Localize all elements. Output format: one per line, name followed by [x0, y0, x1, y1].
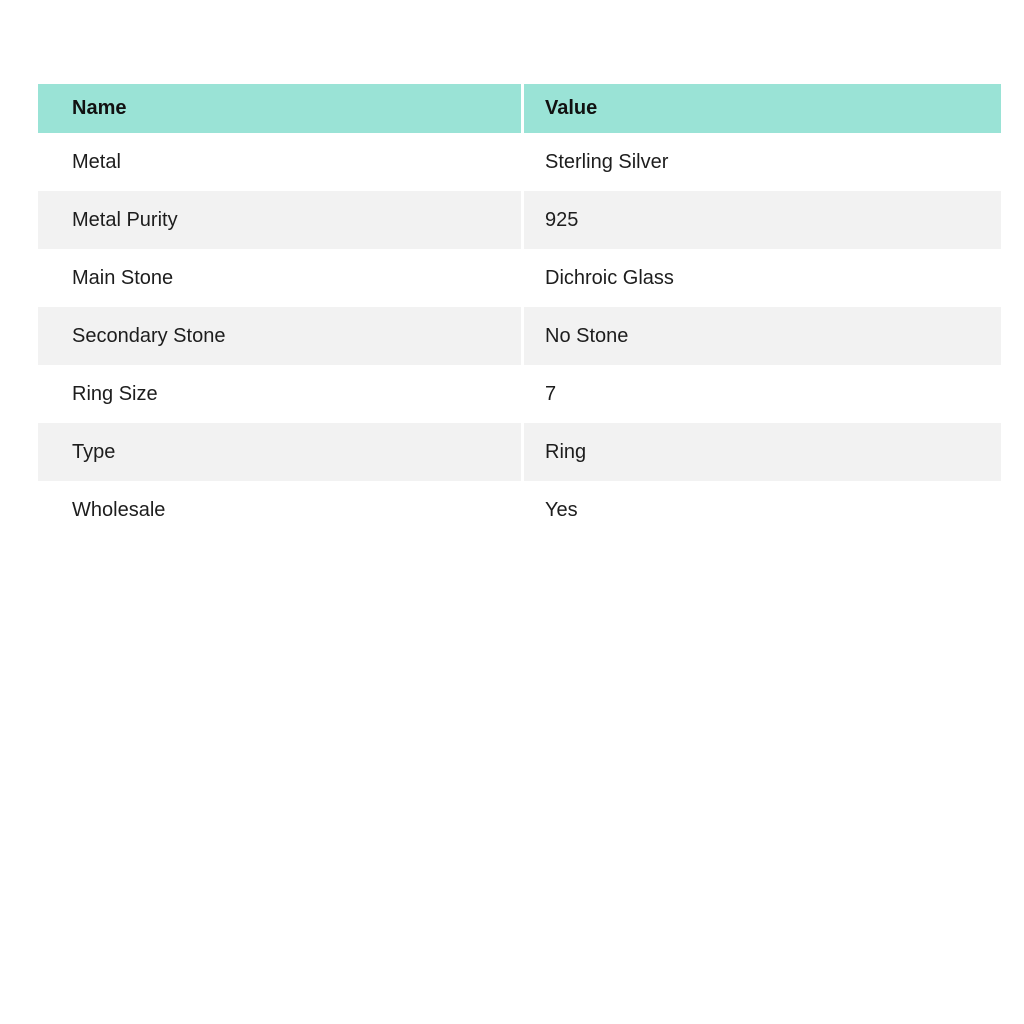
- table-row: [38, 249, 1001, 307]
- table-row: [38, 191, 1001, 249]
- attribute-name-cell: Metal Purity: [38, 191, 521, 249]
- table-row: [38, 481, 1001, 539]
- table-header-row: [38, 84, 1001, 133]
- attribute-value-cell: Yes: [545, 498, 578, 521]
- product-attributes-table: [38, 84, 1001, 539]
- table-row: [38, 307, 1001, 365]
- table-row: [38, 365, 1001, 423]
- table-row: [38, 423, 1001, 481]
- column-header-name: Name: [38, 84, 521, 133]
- table-body: [38, 133, 1001, 539]
- attribute-value-cell: No Stone: [524, 307, 1001, 365]
- attribute-value-cell: 7: [545, 382, 557, 405]
- attribute-value-cell: Ring: [524, 423, 1001, 481]
- attribute-name-cell: Main Stone: [72, 266, 174, 289]
- attribute-name-cell: Ring Size: [72, 382, 158, 405]
- attribute-name-cell: Secondary Stone: [38, 307, 521, 365]
- attribute-value-cell: Sterling Silver: [545, 150, 669, 173]
- column-header-value: Value: [524, 84, 1001, 133]
- attribute-name-cell: Type: [38, 423, 521, 481]
- table-row: [38, 133, 1001, 191]
- attribute-name-cell: Wholesale: [72, 498, 166, 521]
- attribute-name-cell: Metal: [72, 150, 121, 173]
- attribute-value-cell: 925: [524, 191, 1001, 249]
- attribute-value-cell: Dichroic Glass: [545, 266, 674, 289]
